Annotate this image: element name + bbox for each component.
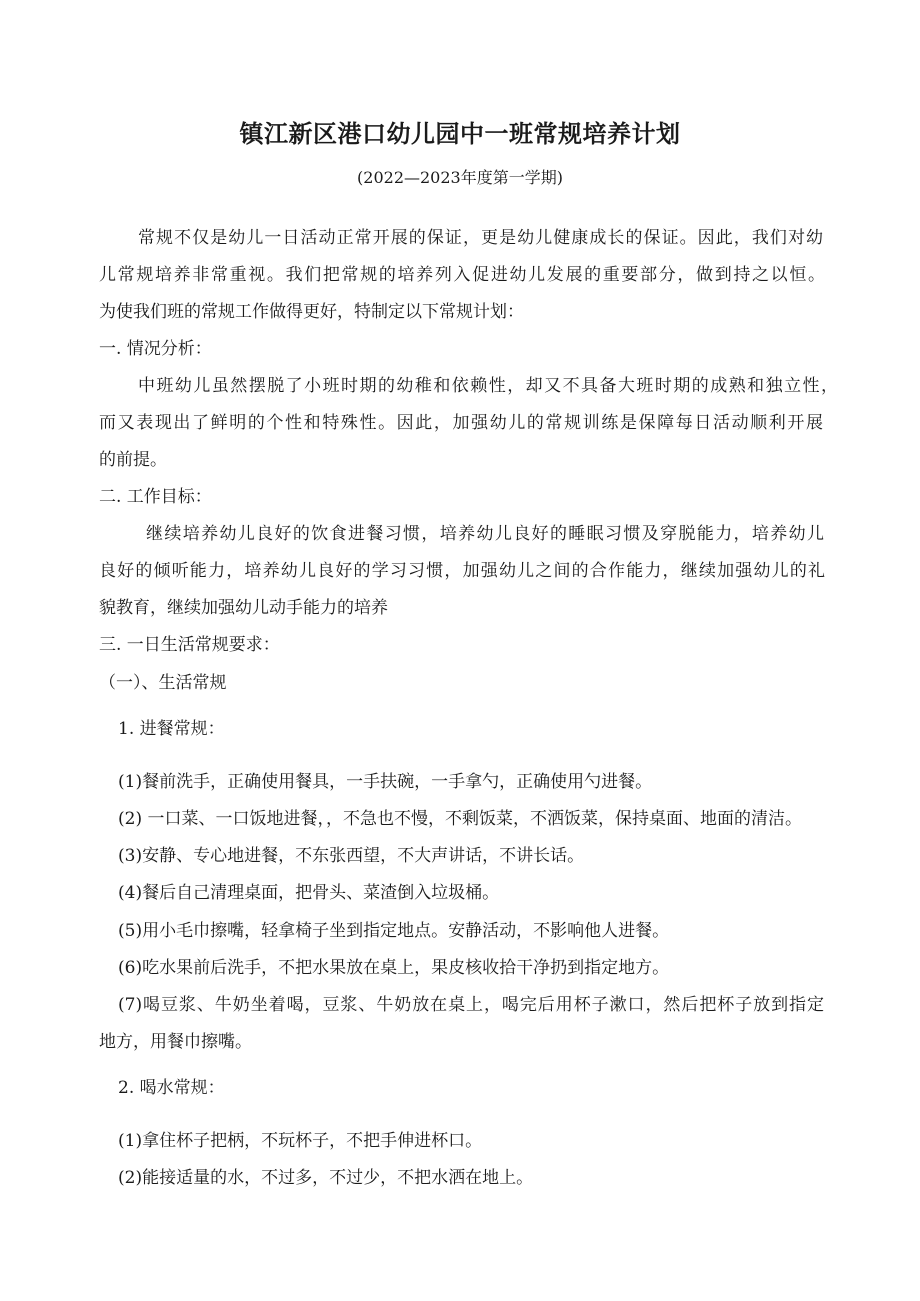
dining-item-3: (3)安静、专心地进餐，不东张西望，不大声讲话，不讲长话。 bbox=[118, 846, 585, 866]
section-heading-daily-routine: 三. 一日生活常规要求： bbox=[99, 635, 280, 655]
goals-line-1: 继续培养幼儿良好的饮食进餐习惯，培养幼儿良好的睡眠习惯及穿脱能力，培养幼儿 bbox=[146, 524, 824, 544]
section-heading-analysis: 一. 情况分析： bbox=[99, 339, 212, 359]
analysis-line-1: 中班幼儿虽然摆脱了小班时期的幼稚和依赖性，却又不具备大班时期的成熟和独立性， bbox=[138, 376, 838, 396]
drinking-item-2: (2)能接适量的水，不过多，不过少，不把水洒在地上。 bbox=[118, 1168, 534, 1188]
section-heading-goals: 二. 工作目标： bbox=[99, 487, 212, 507]
intro-line-1: 常规不仅是幼儿一日活动正常开展的保证，更是幼儿健康成长的保证。因此，我们对幼 bbox=[138, 228, 823, 248]
analysis-line-3: 的前提。 bbox=[99, 450, 167, 470]
subsection-heading-life-routine: （一）、生活常规 bbox=[99, 673, 227, 693]
dining-item-6: (6)吃水果前后洗手，不把水果放在桌上，果皮核收拾干净扔到指定地方。 bbox=[118, 958, 670, 978]
intro-line-3: 为使我们班的常规工作做得更好，特制定以下常规计划： bbox=[99, 302, 524, 322]
drinking-item-1: (1)拿住杯子把柄，不玩杯子，不把手伸进杯口。 bbox=[118, 1131, 483, 1151]
dining-item-1: (1)餐前洗手，正确使用餐具，一手扶碗，一手拿勺，正确使用勺进餐。 bbox=[118, 772, 653, 792]
drinking-heading: 2. 喝水常规： bbox=[118, 1078, 225, 1098]
dining-heading: 1. 进餐常规： bbox=[118, 719, 225, 739]
dining-item-7-line-2: 地方，用餐巾擦嘴。 bbox=[99, 1032, 252, 1052]
analysis-line-2: 而又表现出了鲜明的个性和特殊性。因此，加强幼儿的常规训练是保障每日活动顺利开展 bbox=[99, 413, 823, 433]
dining-item-4: (4)餐后自己清理桌面，把骨头、菜渣倒入垃圾桶。 bbox=[118, 883, 500, 903]
page-subtitle: (2022—2023年度第一学期) bbox=[357, 168, 563, 187]
dining-item-7-line-1: (7)喝豆浆、牛奶坐着喝，豆浆、牛奶放在桌上，喝完后用杯子漱口，然后把杯子放到指定 bbox=[118, 995, 824, 1015]
dining-item-2: (2) 一口菜、一口饭地进餐，，不急也不慢，不剩饭菜，不洒饭菜，保持桌面、地面的清洁。 bbox=[118, 809, 802, 829]
dining-item-5: (5)用小毛巾擦嘴，轻拿椅子坐到指定地点。安静活动，不影响他人进餐。 bbox=[118, 921, 670, 941]
intro-line-2: 儿常规培养非常重视。我们把常规的培养列入促进幼儿发展的重要部分，做到持之以恒。 bbox=[99, 265, 825, 285]
page-title: 镇江新区港口幼儿园中一班常规培养计划 bbox=[239, 120, 681, 148]
goals-line-2: 良好的倾听能力，培养幼儿良好的学习习惯，加强幼儿之间的合作能力，继续加强幼儿的礼 bbox=[99, 561, 825, 581]
goals-line-3: 貌教育，继续加强幼儿动手能力的培养 bbox=[99, 598, 388, 618]
